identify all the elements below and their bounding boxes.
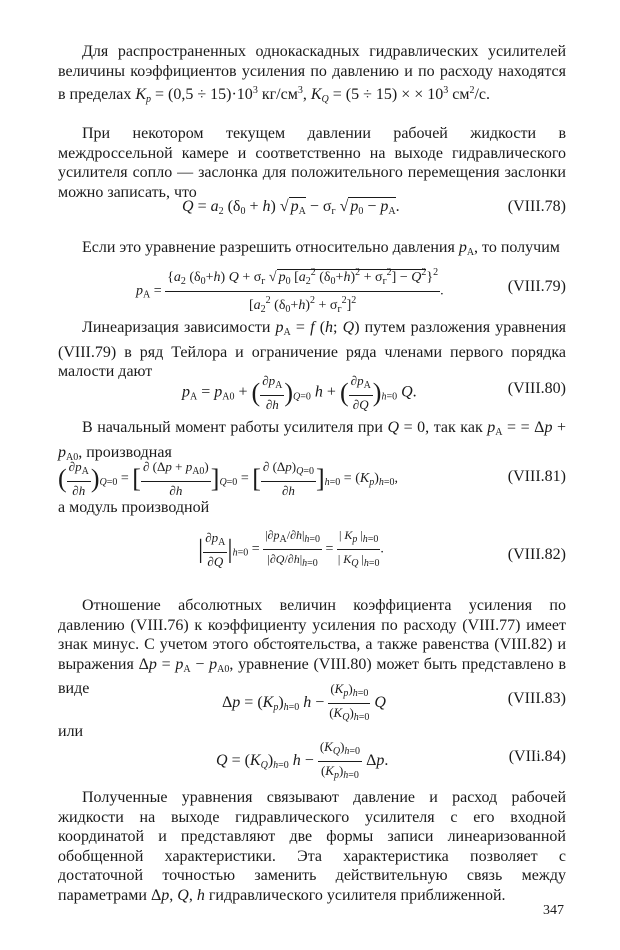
paragraph-1: Для распространенных однокаскадных гидравлических усилителей величины коэффициентов усиления по давлению и по расходу находятся в пределах $K_p = (0,5 \div 15)\cdot 10^3$ $кг/см^3$, $K_Q = (5 \div 15)$ × × $10^3$ $см^2/с$. <box>58 43 566 106</box>
equation-viii-81: ( $\frac{\partial p_A}{\partial h}$ )$_{Q=0}$ = [ $\frac{\partial (\Delta p + p_{A0})}{\partial h}$ ]$_{Q=0}$ = [ $\frac{\partial (\Delta p)_{Q=0}}{\partial h}$ ]$_{h=0} = (K_p)_{h=0}$, (VIII.81) <box>58 459 566 498</box>
equation-number: (VIII.83) <box>507 690 566 707</box>
paragraph-5: В начальный момент работы усилителя при Q = 0, так как $p_A$ = = $\Delta p + p_{A0}$, производная <box>58 419 566 463</box>
paragraph-3: Если это уравнение разрешить относительно давления $p_A$, то получим <box>82 239 560 258</box>
equation-number: (VIII.78) <box>507 198 566 215</box>
paragraph-4: Линеаризация зависимости $p_A = f$ (h; Q) путем разложения уравнения (VIII.79) в ряд Тейлора и ограничение ряда членами первого порядка малости дают <box>58 319 567 381</box>
paragraph-7: Отношение абсолютных величин коэффициента усиления по давлению (VIII.76) к коэффициенту усиления по расходу (VIII.77) имеет знак минус. С учетом этого обстоятельства, а также равенства (VIII.82) и выражения $\Delta p = p_A - p_{A0}$, уравнение (VIII.80) может быть представлено в виде <box>58 597 567 698</box>
paragraph-8: или <box>58 723 84 740</box>
equation-number: (VIII.79) <box>507 278 566 295</box>
equation-viii-83: $\Delta p = (K_p)_{h=0}$ h − $\frac{(K_p)_{h=0}}{(K_Q)_{h=0}}$ Q (VIII.83) <box>222 681 566 723</box>
equation-viii-84: $Q = (K_Q)_{h=0}$ h − $\frac{(K_Q)_{h=0}}{(K_p)_{h=0}}$ Δp. (VIIi.84) <box>216 739 566 781</box>
equation-number: (VIIi.84) <box>508 748 566 765</box>
equation-viii-79: $p_A$ = $\frac{\{a_2 (\delta_0+h) Q + \sigma_г √ p_0 [a_2^2 (\delta_0+h)^2 + \sigma_г^2] - Q^2\}^2}{[a_2^2 (\delta_0+h)^2 + \sigma_г^2]^2}$ . (VIII.79) <box>58 264 566 310</box>
page-number: 347 <box>543 903 564 918</box>
equation-number: (VIII.81) <box>507 468 566 485</box>
equation-number: (VIII.80) <box>507 380 566 397</box>
equation-viii-82: | $\frac{\partial p_A}{\partial Q}$ $|_{h=0}$ = $\frac{|\partial p_A/\partial h|_{h=0}}{|\partial Q/\partial h|_{h=0}}$ = $\frac{| K_p |_{h=0}}{| K_Q |_{h=0}}$ . (VIII.82) <box>198 528 566 569</box>
equation-number: (VIII.82) <box>507 546 566 563</box>
paragraph-2: При некотором текущем давлении рабочей жидкости в междроссельной камере и соответственно на выходе гидравлического усилителя сопло — заслонка для положительного перемещения заслонки можно записать, что <box>58 125 566 201</box>
paragraph-9: Полученные уравнения связывают давление и расход рабочей жидкости на выходе гидравлического усилителя с его входной координатой и представляют две формы записи линеаризованной обобщенной характеристики. Эта характеристика позволяет с достаточной точностью заменить действительную связь между параметрами Δp, Q, h гидравлического усилителя приближенной. <box>58 789 566 904</box>
equation-viii-78: $Q = a_2$ $(\delta_0 + h)$ √ $p_A - \sigma_г$ √ $p_0 - p_A$. (VIII.78) <box>182 198 566 217</box>
equation-viii-80: $p_A = p_{A0}$ + ( $\frac{\partial p_A}{\partial h}$ )$_{Q=0}$ h + ( $\frac{\partial p_A}{\partial Q}$ )$_{h=0}$ Q. (VIII.80) <box>182 373 566 412</box>
paragraph-6: а модуль производной <box>58 499 210 516</box>
